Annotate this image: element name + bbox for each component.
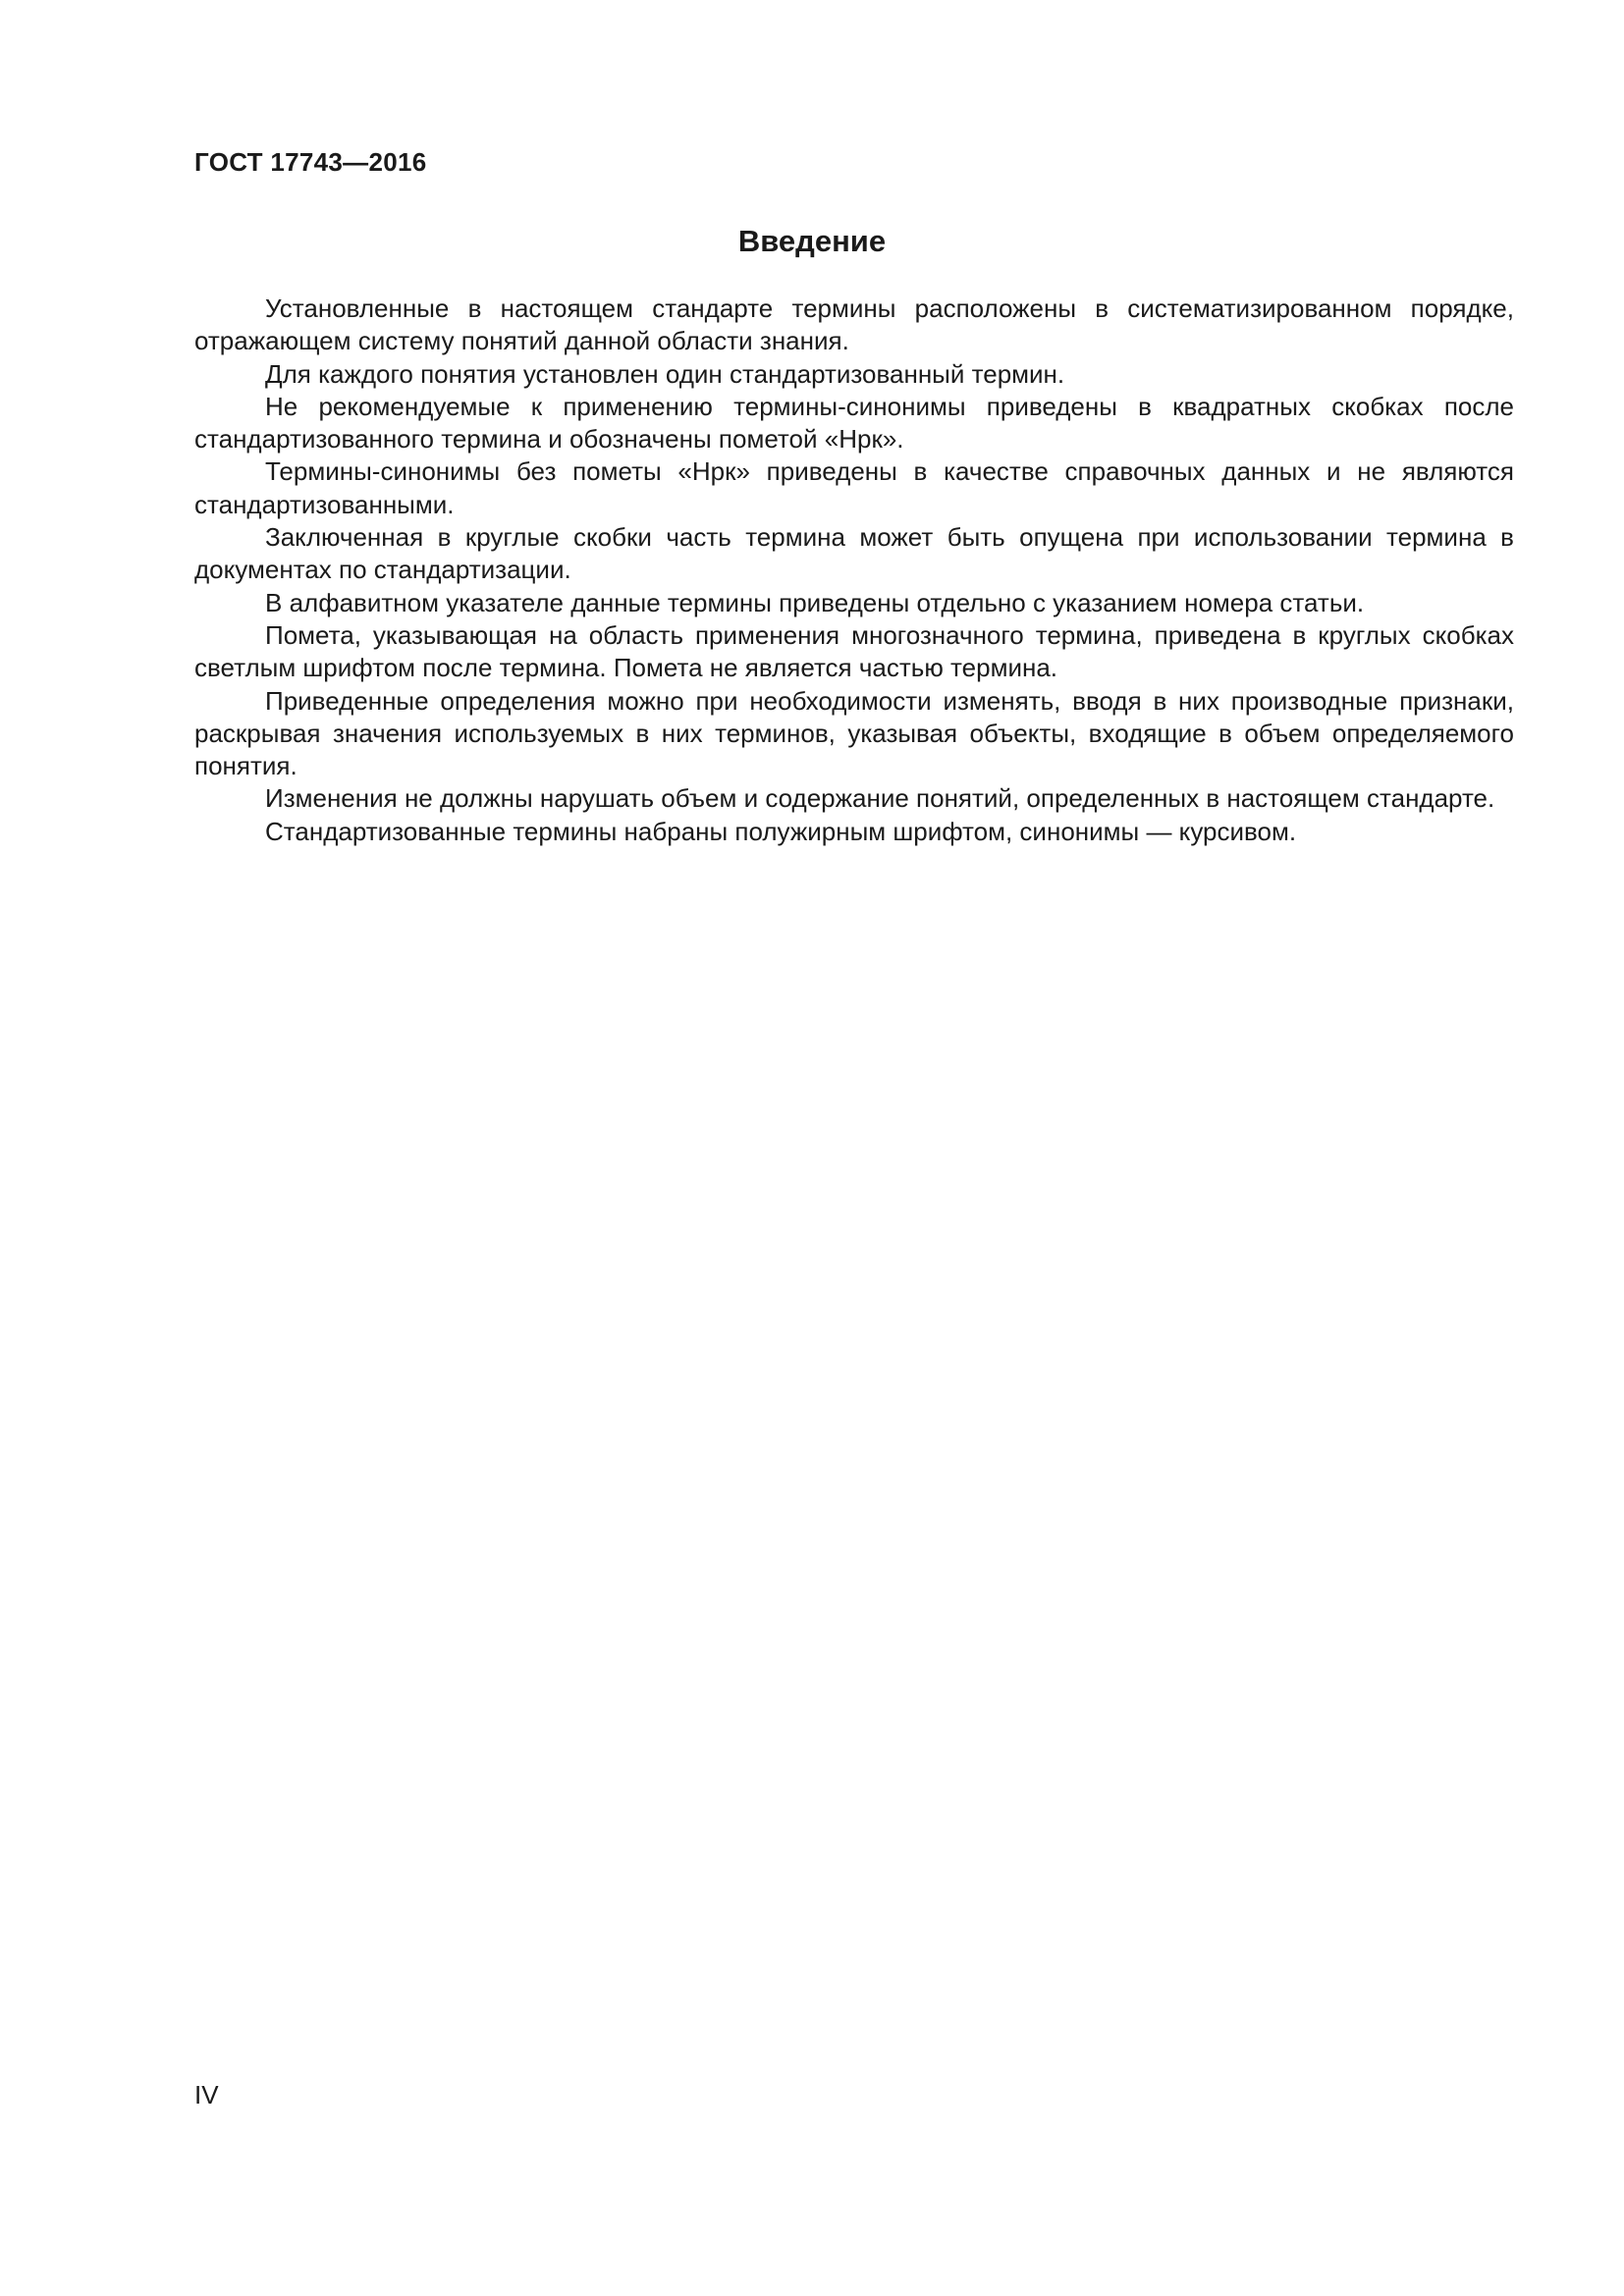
paragraph: Для каждого понятия установлен один стандартизованный термин. [265,358,1065,389]
document-code: ГОСТ 17743—2016 [194,147,427,177]
paragraph: Термины-синонимы без пометы «Нрк» приведены в качестве справочных данных и не являются стандартизованными. [194,456,1514,519]
paragraph: Стандартизованные термины набраны полужирным шрифтом, синонимы — курсивом. [265,816,1297,846]
paragraph: Заключенная в круглые скобки часть термина может быть опущена при использовании термина в документах по стандартизации. [194,522,1514,585]
introduction-body [194,293,1514,848]
paragraph: Изменения не должны нарушать объем и содержание понятий, определенных в настоящем стандарте. [265,783,1495,814]
section-title: Введение [737,224,887,258]
paragraph: Приведенные определения можно при необходимости изменять, вводя в них производные признаки, раскрывая значения используемых в них терминов, указывая объекты, входящие в объем определяемого понятия. [194,685,1514,781]
paragraph: Установленные в настоящем стандарте термины расположены в систематизированном порядке, отражающем систему понятий данной области знания. [194,294,1514,356]
paragraph: Помета, указывающая на область применения многозначного термина, приведена в круглых скобках светлым шрифтом после термина. Помета не является частью термина. [194,619,1514,683]
paragraph: В алфавитном указателе данные термины приведены отдельно с указанием номера статьи. [265,587,1365,617]
page-number: IV [194,2080,219,2109]
paragraph: Не рекомендуемые к применению термины-синонимы приведены в квадратных скобках после стандартизованного термина и обозначены пометой «Нрк». [194,391,1514,454]
